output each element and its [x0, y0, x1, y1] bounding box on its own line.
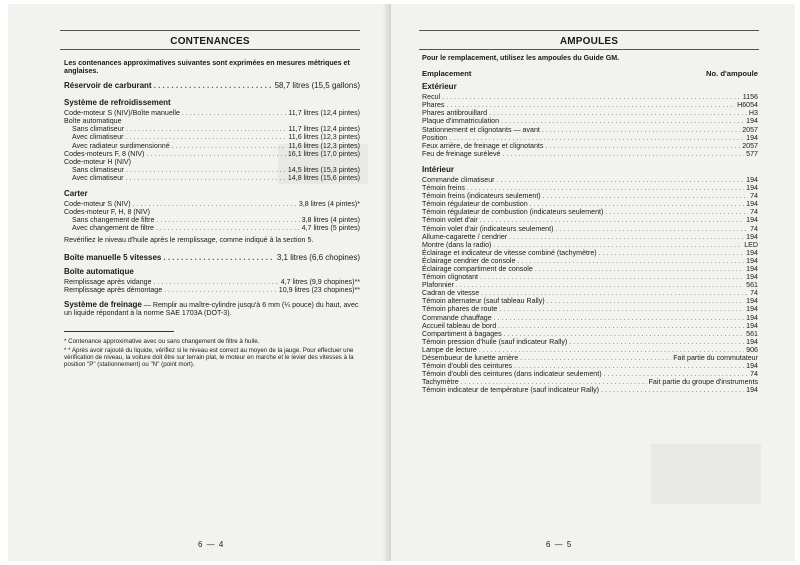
row-label: Avec radiateur surdimensionné: [72, 141, 170, 150]
list-item: [64, 286, 360, 294]
row-label: Témoin d'oubli des ceintures (dans indicateur seulement): [422, 370, 602, 379]
leader-dots: [146, 150, 285, 158]
leader-dots: [601, 386, 744, 394]
row-label: Avec climatiseur: [72, 173, 124, 182]
list-item: [422, 200, 758, 208]
right-page: [390, 4, 795, 561]
row-value: 14,5 litres (15,3 pintes): [287, 165, 360, 174]
leader-dots: [498, 322, 744, 330]
fuel-tank-row: [64, 81, 360, 91]
leader-dots: [509, 233, 744, 241]
leader-dots: [467, 184, 744, 192]
row-value: LED: [744, 240, 758, 249]
leader-dots: [497, 176, 745, 184]
row-label: Témoin clignotant: [422, 273, 478, 282]
row-label: Sans climatiseur: [72, 165, 125, 174]
leader-dots: [502, 150, 744, 158]
row-label: Stationnement et clignotants — avant: [422, 125, 540, 134]
row-value: 194: [746, 362, 758, 371]
row-value: 194: [746, 184, 758, 193]
row-label: Recul: [422, 93, 441, 102]
row-value: 561: [746, 281, 758, 290]
list-item: [64, 200, 360, 208]
list-item: [64, 109, 360, 117]
intro-text: Les contenances approximatives suivantes sont exprimées en mesures métriques et anglaises.: [64, 59, 350, 76]
row-label: Tachymètre: [422, 378, 459, 387]
list-item: [64, 224, 360, 232]
list-item: [422, 142, 758, 150]
leader-dots: [126, 125, 286, 133]
section-heading: Boîte automatique: [64, 266, 134, 276]
leader-dots: [530, 200, 744, 208]
row-label: Témoin indicateur de température (sauf indicateur Rally): [422, 386, 600, 395]
intro-text: Pour le remplacement, utilisez les ampoules du Guide GM.: [422, 54, 620, 62]
list-item: [422, 354, 758, 362]
leader-dots: [545, 142, 740, 150]
list-item: [422, 370, 758, 378]
leader-dots: [133, 200, 297, 208]
leader-dots: [156, 216, 299, 224]
list-item: [422, 117, 758, 125]
leader-dots: [604, 370, 749, 378]
row-value: Fait partie du groupe d'instruments: [648, 378, 758, 387]
exterior-list: [422, 93, 758, 158]
list-item: [422, 126, 758, 134]
leader-dots: [489, 109, 747, 117]
list-item: [64, 150, 360, 158]
row-value: 194: [746, 297, 758, 306]
row-label: Remplissage après démontage: [64, 285, 163, 294]
row-value: 10,9 litres (23 chopines)**: [278, 285, 360, 294]
list-item: [64, 166, 360, 174]
row-value: 194: [746, 321, 758, 330]
list-item: [64, 174, 360, 182]
row-value: 4,7 litres (5 pintes): [301, 224, 360, 233]
row-label: Témoin d'oubli des ceintures: [422, 362, 513, 371]
list-item: [422, 101, 758, 109]
row-label: Témoin freins: [422, 184, 465, 193]
row-label: Témoin régulateur de combustion (indicateurs seulement): [422, 208, 604, 217]
leader-dots: [156, 224, 300, 232]
auto-gearbox-list: [64, 278, 360, 294]
row-value: H6054: [737, 101, 758, 110]
row-label: Boîte automatique: [64, 117, 122, 126]
list-item: [422, 346, 758, 354]
row-value: 16,1 litres (17,0 pintes): [287, 149, 360, 158]
row-value: 74: [750, 370, 758, 379]
brake-heading: Système de freinage: [64, 299, 142, 309]
leader-dots: [555, 225, 748, 233]
row-label: Avec climatiseur: [72, 133, 124, 142]
list-item: [422, 216, 758, 224]
row-label: Témoin volet d'air: [422, 216, 478, 225]
list-item: [422, 338, 758, 346]
leader-dots: [446, 101, 735, 109]
leader-dots: [543, 192, 748, 200]
row-value: 11,7 litres (12,4 pintes): [288, 109, 360, 118]
footnote-rule: [64, 331, 174, 332]
leader-dots: [442, 93, 741, 101]
row-value: 74: [750, 208, 758, 217]
leader-dots: [182, 109, 286, 117]
row-value: 194: [746, 305, 758, 314]
leader-dots: [126, 174, 286, 182]
row-value: 194: [746, 117, 758, 126]
row-label: Cadran de vitesse: [422, 289, 480, 298]
leader-dots: [126, 166, 286, 174]
list-item: [422, 362, 758, 370]
row-value: 74: [750, 224, 758, 233]
row-value: H3: [748, 109, 758, 118]
footnote: * Contenance approximative avec ou sans changement de filtre à huile.: [64, 337, 260, 345]
list-item: [64, 117, 360, 125]
row-label: Avec changement de filtre: [72, 224, 154, 233]
row-label: Désembueur de lunette arrière: [422, 354, 519, 362]
row-label: Code-moteur S (NIV)/Boîte manuelle: [64, 109, 180, 118]
row-value: 2057: [742, 125, 758, 134]
row-label: Témoin freins (indicateurs seulement): [422, 192, 541, 201]
list-item: [422, 134, 758, 142]
row-value: 4,7 litres (9,9 chopines)**: [280, 277, 360, 286]
list-item: [64, 278, 360, 286]
list-item: [422, 330, 758, 338]
leader-dots: [569, 338, 744, 346]
manual-gearbox-row: [64, 253, 360, 263]
row-label: Code-moteur H (NIV): [64, 157, 132, 166]
row-value: 74: [750, 192, 758, 201]
leader-dots: [493, 241, 742, 249]
row-value: 3,8 litres (4 pintes)*: [298, 200, 360, 209]
row-value: 11,6 litres (12,3 pintes): [288, 141, 360, 150]
row-label: Réservoir de carburant: [64, 81, 152, 91]
section-heading: Intérieur: [422, 164, 455, 174]
row-label: Phares: [422, 101, 445, 110]
leader-dots: [480, 273, 744, 281]
row-label: Phares antibrouillard: [422, 109, 488, 118]
row-label: Sans changement de filtre: [72, 216, 155, 225]
row-label: Plaque d'immatriculation: [422, 117, 500, 126]
leader-dots: [494, 314, 744, 322]
list-item: [64, 208, 360, 216]
section-heading: Extérieur: [422, 82, 457, 92]
footnote: * * Après avoir rajouté du liquide, vérifiez si le niveau est correct au moyen de la jauge. Pour effectuer une vérification de niveau, la voiture doit être sur terrain plat, le moteur en marche et le levier des vitesses à la position "P" (stationnement) ou "N" (point mort).: [64, 347, 354, 369]
leader-dots: [172, 142, 287, 150]
leader-dots: [456, 281, 744, 289]
row-value: 194: [746, 216, 758, 225]
row-value: 194: [746, 313, 758, 322]
row-label: Remplissage après vidange: [64, 277, 152, 286]
oil-note: Revérifiez le niveau d'huile après le remplissage, comme indiqué à la section 5.: [64, 236, 314, 245]
page-number: 6 — 4: [198, 540, 225, 549]
row-value: 11,6 litres (12,3 pintes): [288, 133, 360, 142]
row-label: Codes-moteurs F, 8 (NIV): [64, 149, 145, 158]
row-value: 194: [746, 273, 758, 282]
crankcase-list: [64, 200, 360, 232]
leader-dots: [605, 208, 748, 216]
col-bulb-number: No. d'ampoule: [705, 69, 758, 79]
row-value: 194: [746, 386, 758, 395]
list-item: [422, 208, 758, 216]
column-headers: [422, 70, 758, 78]
right-title-bar: [419, 30, 759, 50]
capacities-content: [64, 59, 360, 371]
leader-dots: [517, 257, 744, 265]
row-label: Témoin volet d'air (indicateurs seulement): [422, 224, 554, 233]
list-item: [64, 158, 360, 166]
list-item: [422, 249, 758, 257]
leader-dots: [126, 133, 287, 141]
list-item: [422, 192, 758, 200]
list-item: [422, 386, 758, 394]
bleed-through: [651, 444, 761, 504]
list-item: [422, 93, 758, 101]
row-label: Témoin régulateur de combustion: [422, 200, 528, 209]
row-label: Compartiment à bagages: [422, 329, 502, 338]
leader-dots: [479, 346, 744, 354]
brake-text: — Remplir au maître-cylindre jusqu'à 6 mm (¼ pouce) du haut, avec un liquide répondant à la norme SAE 1703A (DOT-3).: [64, 300, 359, 317]
list-item: [422, 176, 758, 184]
bulbs-content: [422, 54, 758, 394]
row-value: 194: [746, 232, 758, 241]
row-label: Code-moteur S (NIV): [64, 200, 131, 209]
list-item: [422, 378, 758, 386]
row-value: 11,7 litres (12,4 pintes): [288, 125, 360, 134]
list-item: [422, 289, 758, 297]
leader-dots: [542, 126, 740, 134]
row-label: Éclairage compartiment de console: [422, 264, 533, 273]
leader-dots: [480, 216, 744, 224]
row-value: 74: [750, 289, 758, 298]
leader-dots: [449, 134, 744, 142]
footnotes: [64, 338, 360, 369]
leader-dots: [154, 81, 273, 91]
page-number: 6 — 5: [546, 540, 573, 549]
row-label: Témoin pression d'huile (sauf indicateur Rally): [422, 337, 568, 346]
row-value: Fait partie du commutateur: [673, 354, 758, 362]
interior-list: [422, 176, 758, 395]
row-value: 14,8 litres (15,6 pintes): [287, 173, 360, 182]
leader-dots: [163, 253, 274, 263]
row-value: 561: [746, 329, 758, 338]
list-item: [422, 233, 758, 241]
list-item: [64, 133, 360, 141]
row-label: Éclairage cendrier de console: [422, 256, 516, 265]
list-item: [422, 184, 758, 192]
leader-dots: [520, 354, 671, 362]
list-item: [422, 314, 758, 322]
row-value: 2057: [742, 141, 758, 150]
list-item: [422, 297, 758, 305]
row-value: 194: [746, 175, 758, 184]
row-label: Témoin alternateur (sauf tableau Rally): [422, 297, 545, 306]
row-label: Feux arrière, de freinage et clignotants: [422, 141, 544, 150]
list-item: [422, 273, 758, 281]
list-item: [422, 109, 758, 117]
list-item: [422, 241, 758, 249]
row-label: Accueil tableau de bord: [422, 321, 497, 330]
row-value: 3,8 litres (4 pintes): [301, 216, 360, 225]
section-heading: Système de refroidissement: [64, 98, 171, 108]
row-value: 577: [746, 149, 758, 158]
leader-dots: [481, 289, 748, 297]
leader-dots: [535, 265, 744, 273]
list-item: [64, 125, 360, 133]
row-label: Codes-moteur F, H, 8 (NIV): [64, 208, 150, 217]
row-label: Boîte manuelle 5 vitesses: [64, 252, 162, 262]
list-item: [64, 142, 360, 150]
leader-dots: [164, 286, 277, 294]
row-value: 194: [746, 248, 758, 257]
row-value: 194: [746, 256, 758, 265]
page-title: CONTENANCES: [170, 36, 250, 47]
leader-dots: [514, 362, 744, 370]
row-value: 194: [746, 264, 758, 273]
row-label: Allume-cagarette / cendrier: [422, 232, 508, 241]
left-title-bar: [60, 30, 360, 50]
row-label: Éclairage et indicateur de vitesse combiné (tachymètre): [422, 248, 597, 257]
col-location: Emplacement: [422, 69, 472, 79]
row-value: 194: [746, 200, 758, 209]
row-label: Lampe de lecture: [422, 345, 477, 354]
section-heading: Carter: [64, 189, 88, 199]
row-label: Commande climatiseur: [422, 175, 495, 184]
leader-dots: [501, 117, 744, 125]
row-value: 1156: [742, 93, 758, 102]
cooling-list: [64, 109, 360, 182]
list-item: [422, 305, 758, 313]
row-label: Sans climatiseur: [72, 125, 125, 134]
list-item: [422, 225, 758, 233]
list-item: [422, 257, 758, 265]
leader-dots: [154, 278, 279, 286]
list-item: [422, 265, 758, 273]
row-value: 58,7 litres (15,5 gallons): [274, 81, 360, 91]
list-item: [422, 322, 758, 330]
leader-dots: [599, 249, 744, 257]
row-value: 194: [746, 337, 758, 346]
page-title: AMPOULES: [559, 36, 619, 47]
row-label: Feu de freinage surélevé: [422, 149, 501, 158]
row-value: 906: [746, 345, 758, 354]
list-item: [422, 150, 758, 158]
leader-dots: [504, 330, 745, 338]
row-label: Commande chauffage: [422, 313, 492, 322]
row-value: 3,1 litres (6,6 chopines): [276, 252, 360, 262]
row-label: Position: [422, 133, 448, 142]
leader-dots: [499, 305, 744, 313]
row-label: Plafonnier: [422, 281, 454, 290]
list-item: [64, 216, 360, 224]
row-value: 194: [746, 133, 758, 142]
row-label: Témoin phares de route: [422, 305, 498, 314]
list-item: [422, 281, 758, 289]
left-page: [8, 4, 391, 561]
brake-paragraph: [64, 301, 360, 317]
row-label: Montre (dans la radio): [422, 240, 492, 249]
leader-dots: [547, 297, 745, 305]
leader-dots: [461, 378, 647, 386]
